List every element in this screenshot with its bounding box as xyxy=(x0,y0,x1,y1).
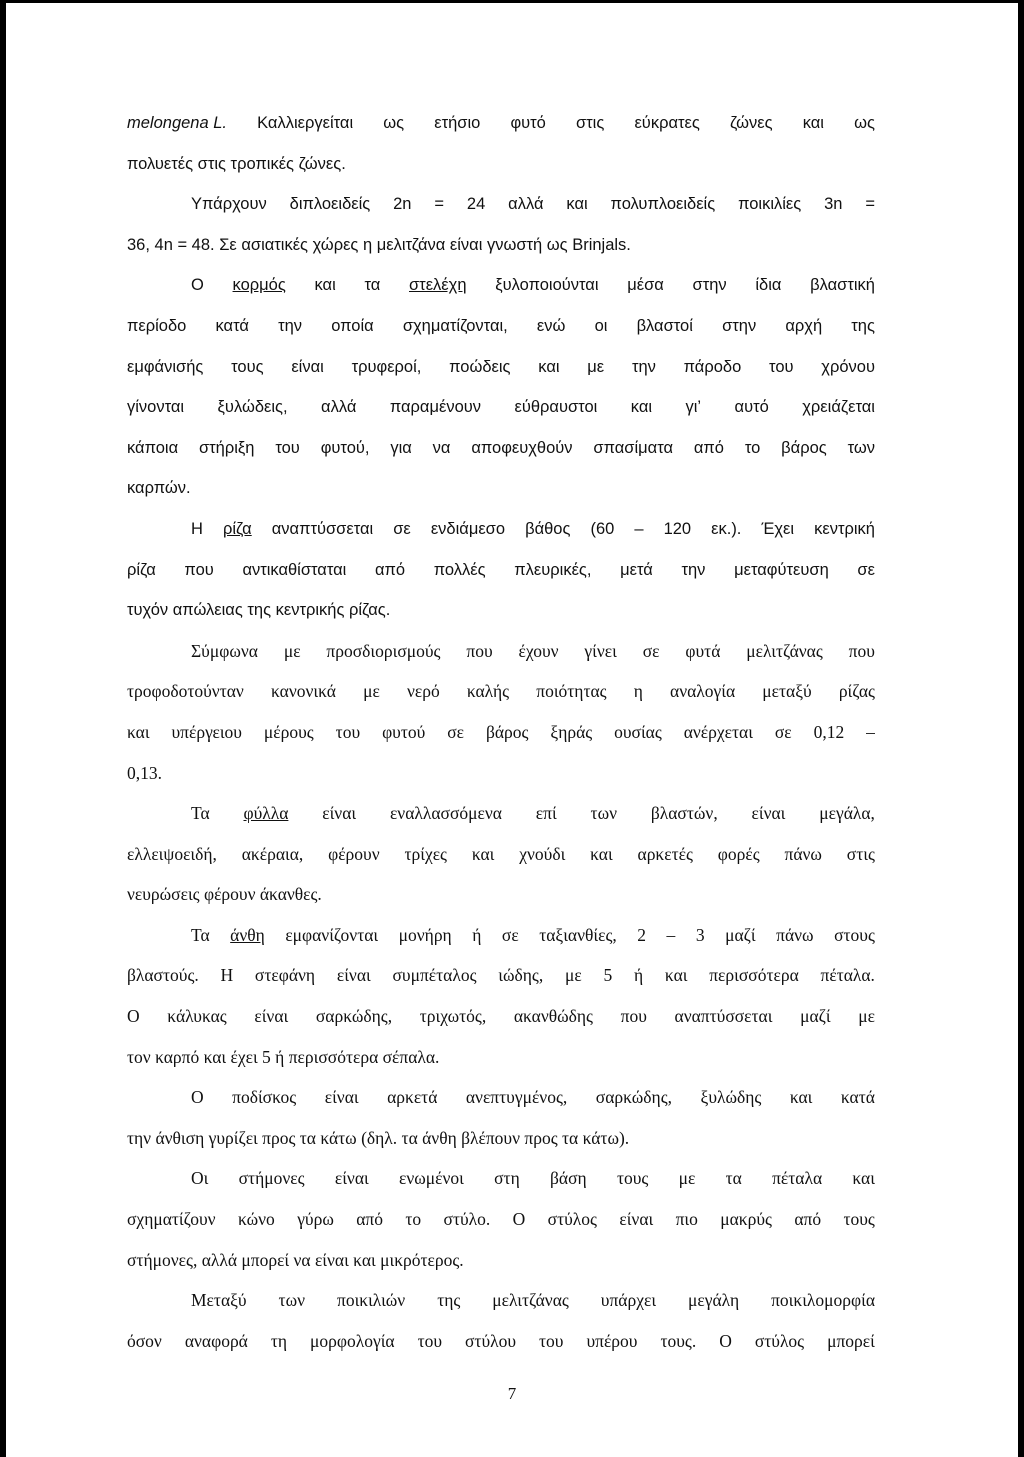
word: με xyxy=(564,965,582,986)
word: προσδιορισμούς xyxy=(326,640,441,661)
word: μελιτζάνας xyxy=(492,1290,569,1311)
word: των xyxy=(278,1290,306,1311)
word: φυτό xyxy=(510,114,546,132)
word: οποία xyxy=(331,316,374,335)
word: Ο xyxy=(191,1087,204,1108)
word: = xyxy=(865,195,875,214)
word: να xyxy=(432,438,451,457)
word: τρυφεροί, xyxy=(351,357,422,376)
word: της xyxy=(437,1290,461,1311)
word: τους xyxy=(616,1168,649,1189)
word: όσον xyxy=(127,1330,162,1351)
word: τροφοδοτούνταν xyxy=(127,681,244,702)
word: ουσίας xyxy=(614,721,662,742)
text-line xyxy=(127,1037,875,1078)
word: πέταλα. xyxy=(820,965,875,986)
word: νερό xyxy=(406,681,440,702)
text-line xyxy=(127,1321,875,1362)
text-line xyxy=(127,509,875,550)
word: πάνω xyxy=(776,924,814,945)
word: ποώδεις xyxy=(449,357,511,376)
word: φορές xyxy=(717,843,760,864)
word: και xyxy=(471,843,495,864)
word: με xyxy=(283,640,301,661)
word: μεταφύτευση xyxy=(734,560,829,579)
text-segment: 0,13. xyxy=(127,762,162,783)
word: Ο xyxy=(512,1209,526,1230)
word: υπέρου xyxy=(586,1330,638,1351)
word: ανέρχεται xyxy=(683,721,753,742)
word: στην xyxy=(722,316,757,335)
text-line xyxy=(127,753,875,794)
word: κάποια xyxy=(127,438,179,457)
word: στύλο. xyxy=(443,1209,491,1230)
word: είναι xyxy=(291,357,324,376)
word: σαρκώδης, xyxy=(315,1006,393,1027)
word: 5 xyxy=(603,965,613,986)
word: και xyxy=(590,843,613,864)
word: στύλου xyxy=(465,1330,517,1351)
word: ενωμένοι xyxy=(398,1168,464,1189)
word: μεγάλη xyxy=(688,1290,740,1311)
word: ακανθώδης xyxy=(513,1006,593,1027)
word: με xyxy=(678,1168,696,1189)
word: αναπτύσσεται xyxy=(674,1006,773,1027)
word: σπασίματα xyxy=(593,438,674,457)
word: ταξιανθίες, xyxy=(539,924,617,945)
word: εύκρατες xyxy=(634,114,700,132)
word: από xyxy=(794,1209,822,1230)
word: είναι xyxy=(324,1087,359,1108)
word: ως xyxy=(854,114,875,132)
word: Οι xyxy=(191,1168,209,1189)
word: 24 xyxy=(466,195,486,214)
word: που xyxy=(848,640,875,661)
underlined-term: στελέχη xyxy=(409,276,467,295)
word: του xyxy=(769,357,794,376)
text-line xyxy=(127,468,875,509)
word: συμπέταλος xyxy=(392,965,477,986)
word: περισσότερα xyxy=(709,965,799,986)
word: εκ.). xyxy=(711,519,742,538)
word: ζώνες xyxy=(729,114,773,132)
text-line xyxy=(127,1280,875,1321)
word: πάνω xyxy=(784,843,822,864)
word: 2 xyxy=(637,924,647,945)
text-line xyxy=(127,671,875,712)
word: κάλυκας xyxy=(167,1006,227,1027)
text-line xyxy=(127,347,875,388)
word: με xyxy=(587,357,605,376)
word: χρόνου xyxy=(821,357,875,376)
word: στήριξη xyxy=(198,438,255,457)
word: υπέργειου xyxy=(171,721,242,742)
text-segment: πολυετές στις τροπικές ζώνες. xyxy=(127,154,346,173)
word: βάση xyxy=(550,1168,587,1189)
word: Υπάρχουν xyxy=(191,195,267,214)
word: αρχή xyxy=(785,316,823,335)
word: ξυλοποιούνται xyxy=(495,276,599,295)
word: στις xyxy=(575,114,605,132)
word: από xyxy=(693,438,724,457)
word: ξυλώδης xyxy=(700,1087,762,1108)
scan-border-top xyxy=(0,0,1024,3)
word: με xyxy=(858,1006,875,1027)
word: στην xyxy=(692,276,727,295)
word: 3 xyxy=(695,924,705,945)
word: κανονικά xyxy=(270,681,336,702)
word: πλευρικές, xyxy=(514,560,592,579)
text-line xyxy=(127,103,875,144)
word: τη xyxy=(270,1330,288,1351)
word: κεντρική xyxy=(814,519,875,538)
underlined-term: άνθη xyxy=(230,924,265,945)
word: των xyxy=(847,438,875,457)
word: καλής xyxy=(466,681,510,702)
scan-border-left xyxy=(0,0,6,1457)
word: μελιτζάνας xyxy=(746,640,823,661)
word: την xyxy=(681,560,706,579)
word: του xyxy=(539,1330,564,1351)
word: παραμένουν xyxy=(389,398,482,417)
word: χνούδι xyxy=(519,843,566,864)
word: 3n xyxy=(824,195,843,214)
word: στύλος xyxy=(547,1209,597,1230)
scan-border-right xyxy=(1018,0,1024,1457)
word: φυτού, xyxy=(320,438,370,457)
word: ενδιάμεσο xyxy=(430,519,506,538)
word: και xyxy=(802,114,824,132)
word: η xyxy=(633,681,643,702)
underlined-term: ρίζα xyxy=(222,519,252,538)
word: και xyxy=(314,276,336,295)
text-line xyxy=(127,1077,875,1118)
text-line xyxy=(127,874,875,915)
word: για xyxy=(390,438,412,457)
text-line xyxy=(127,1158,875,1199)
word: τα xyxy=(725,1168,742,1189)
word: γίνει xyxy=(584,640,617,661)
word: τους. xyxy=(660,1330,697,1351)
text-segment: στήμονες, αλλά μπορεί να είναι και μικρότερος. xyxy=(127,1249,464,1270)
word: ιώδης, xyxy=(498,965,544,986)
word: στύλος xyxy=(754,1330,805,1351)
word: σχηματίζονται, xyxy=(402,316,508,335)
word: επί xyxy=(535,803,557,824)
text-line xyxy=(127,1118,875,1159)
text-segment: νευρώσεις φέρουν άκανθες. xyxy=(127,884,322,905)
word: τρίχες xyxy=(404,843,447,864)
word: του xyxy=(275,438,300,457)
text-segment: την άνθιση γυρίζει προς τα κάτω (δηλ. τα άνθη βλέπουν προς τα κάτω). xyxy=(127,1127,630,1148)
word: Ο xyxy=(191,276,204,295)
word: και xyxy=(789,1087,813,1108)
body-text xyxy=(127,103,875,1361)
word: μαζί xyxy=(800,1006,831,1027)
text-line xyxy=(127,387,875,428)
text-line xyxy=(127,265,875,306)
word: μεγάλα, xyxy=(819,803,875,824)
word: σε xyxy=(447,721,465,742)
word: ενώ xyxy=(536,316,566,335)
word: Τα xyxy=(191,924,210,945)
word: αναφορά xyxy=(184,1330,248,1351)
word: σε xyxy=(501,924,519,945)
word: μαζί xyxy=(725,924,756,945)
word: είναι xyxy=(336,965,371,986)
word: αρκετά xyxy=(387,1087,438,1108)
word: ποδίσκος xyxy=(232,1087,297,1108)
word: ξηράς xyxy=(550,721,593,742)
text-line xyxy=(127,1240,875,1281)
word: μετά xyxy=(620,560,653,579)
word: της xyxy=(851,316,875,335)
word: μπορεί xyxy=(827,1330,875,1351)
word: Τα xyxy=(191,803,210,824)
word: που xyxy=(184,560,214,579)
word: αναπτύσσεται xyxy=(271,519,374,538)
word: αναλογία xyxy=(670,681,736,702)
word: πιο xyxy=(675,1209,698,1230)
word: μεταξύ xyxy=(762,681,812,702)
word: = xyxy=(434,195,445,214)
word: που xyxy=(466,640,493,661)
word: μέρους xyxy=(263,721,314,742)
text-line xyxy=(127,144,875,185)
word: και xyxy=(566,195,588,214)
word: Η xyxy=(191,519,203,538)
word: τα xyxy=(364,276,381,295)
word: και xyxy=(630,398,653,417)
word: και xyxy=(852,1168,875,1189)
word: στη xyxy=(494,1168,520,1189)
word: περίοδο xyxy=(127,316,187,335)
word: ως xyxy=(383,114,405,132)
word: ελλειψοειδή, xyxy=(127,843,217,864)
word: ή xyxy=(633,965,644,986)
word: χρειάζεται xyxy=(802,398,875,417)
word: στήμονες xyxy=(238,1168,305,1189)
word: φυτά xyxy=(685,640,721,661)
word: πολυπλοειδείς xyxy=(610,195,716,214)
word: εναλλασσόμενα xyxy=(389,803,502,824)
word: εμφάνισής xyxy=(127,357,204,376)
word: αλλά xyxy=(321,398,357,417)
word: ξυλώδεις, xyxy=(217,398,288,417)
text-line xyxy=(127,428,875,469)
word: υπάρχει xyxy=(600,1290,657,1311)
word: μέσα xyxy=(627,276,664,295)
text-line xyxy=(127,712,875,753)
text-line xyxy=(127,631,875,672)
word: πέταλα xyxy=(772,1168,823,1189)
word: αποφευχθούν xyxy=(471,438,573,457)
word: στους xyxy=(834,924,875,945)
word: πολλές xyxy=(433,560,486,579)
word: το xyxy=(744,438,761,457)
text-segment: 36, 4n = 48. Σε ασιατικές χώρες η μελιτζάνα είναι γνωστή ως Brinjals. xyxy=(127,235,631,254)
word: έχουν xyxy=(518,640,559,661)
word: 120 xyxy=(663,519,692,538)
word: του xyxy=(417,1330,443,1351)
text-segment: τυχόν απώλειας της κεντρικής ρίζας. xyxy=(127,601,391,620)
word: σε xyxy=(642,640,660,661)
word: Η xyxy=(220,965,234,986)
word: βλαστών, xyxy=(650,803,718,824)
text-line xyxy=(127,1199,875,1240)
word: βλαστούς. xyxy=(127,965,199,986)
word: ρίζα xyxy=(127,560,156,579)
word: είναι xyxy=(254,1006,289,1027)
text-line xyxy=(127,955,875,996)
word: κατά xyxy=(840,1087,875,1108)
word: Ο xyxy=(719,1330,732,1351)
word: βάρος xyxy=(485,721,529,742)
word: γι’ xyxy=(685,398,702,417)
word: διπλοειδείς xyxy=(289,195,371,214)
word: φέρουν xyxy=(328,843,380,864)
word: ποικιλιών xyxy=(336,1290,406,1311)
word: Μεταξύ xyxy=(191,1290,247,1311)
text-line xyxy=(127,834,875,875)
word: είναι xyxy=(334,1168,369,1189)
text-segment: καρπών. xyxy=(127,479,191,498)
text-segment: τον καρπό και έχει 5 ή περισσότερα σέπαλα. xyxy=(127,1046,440,1067)
word: αυτό xyxy=(734,398,769,417)
italic-term: melongena L. xyxy=(127,114,227,132)
text-line xyxy=(127,184,875,225)
text-line xyxy=(127,793,875,834)
word: του xyxy=(335,721,361,742)
word: – xyxy=(666,924,676,945)
word: που xyxy=(620,1006,647,1027)
text-line xyxy=(127,306,875,347)
word: από xyxy=(356,1209,383,1230)
text-line xyxy=(127,996,875,1037)
word: σε xyxy=(857,560,875,579)
word: – xyxy=(866,721,875,742)
word: των xyxy=(590,803,618,824)
text-line xyxy=(127,225,875,266)
word: ανεπτυγμένος, xyxy=(465,1087,568,1108)
word: τους xyxy=(843,1209,875,1230)
word: εύθραυστοι xyxy=(514,398,598,417)
word: μορφολογία xyxy=(310,1330,395,1351)
word: αλλά xyxy=(508,195,544,214)
word: φυτού xyxy=(382,721,426,742)
word: με xyxy=(363,681,380,702)
word: μακρύς xyxy=(720,1209,772,1230)
word: κατά xyxy=(215,316,249,335)
word: Ο xyxy=(127,1006,140,1027)
word: από xyxy=(375,560,406,579)
word: 2n xyxy=(393,195,412,214)
word: ποικιλομορφία xyxy=(771,1290,875,1311)
word: γύρω xyxy=(297,1209,334,1230)
word: Σύμφωνα xyxy=(191,640,258,661)
text-line xyxy=(127,590,875,631)
word: πάροδο xyxy=(683,357,742,376)
word: σε xyxy=(393,519,411,538)
word: σε xyxy=(774,721,792,742)
underlined-term: κορμός xyxy=(232,276,286,295)
underlined-term: φύλλα xyxy=(243,803,289,824)
word: Καλλιεργείται xyxy=(257,114,354,132)
word: την xyxy=(278,316,303,335)
word: την xyxy=(631,357,656,376)
word: αρκετές xyxy=(637,843,693,864)
word: εμφανίζονται xyxy=(285,924,379,945)
word: ακέραια, xyxy=(241,843,304,864)
word: βάρος xyxy=(781,438,827,457)
word: ετήσιο xyxy=(434,114,481,132)
word: το xyxy=(405,1209,422,1230)
page-number: 7 xyxy=(507,1384,517,1403)
word: βλαστοί xyxy=(636,316,693,335)
word: (60 xyxy=(590,519,615,538)
text-line xyxy=(127,915,875,956)
text-line xyxy=(127,550,875,591)
word: αντικαθίσταται xyxy=(242,560,347,579)
word: στις xyxy=(846,843,875,864)
word: και xyxy=(127,721,150,742)
word: στεφάνη xyxy=(254,965,316,986)
word: Έχει xyxy=(761,519,795,538)
word: γίνονται xyxy=(127,398,185,417)
word: είναι xyxy=(322,803,357,824)
word: βλαστική xyxy=(810,276,875,295)
word: είναι xyxy=(751,803,786,824)
word: και xyxy=(664,965,688,986)
word: ίδια xyxy=(755,276,782,295)
word: μονήρη xyxy=(398,924,452,945)
word: κώνο xyxy=(237,1209,275,1230)
word: ποικιλίες xyxy=(738,195,802,214)
word: και xyxy=(538,357,560,376)
word: οι xyxy=(594,316,608,335)
word: βάθος xyxy=(525,519,571,538)
word: σχηματίζουν xyxy=(127,1209,216,1230)
word: σαρκώδης, xyxy=(595,1087,673,1108)
word: τους xyxy=(231,357,264,376)
word: ποιότητας xyxy=(536,681,607,702)
word: ρίζας xyxy=(838,681,875,702)
word: είναι xyxy=(619,1209,654,1230)
word: – xyxy=(634,519,644,538)
word: ή xyxy=(472,924,482,945)
word: τριχωτός, xyxy=(419,1006,487,1027)
word: 0,12 xyxy=(813,721,845,742)
